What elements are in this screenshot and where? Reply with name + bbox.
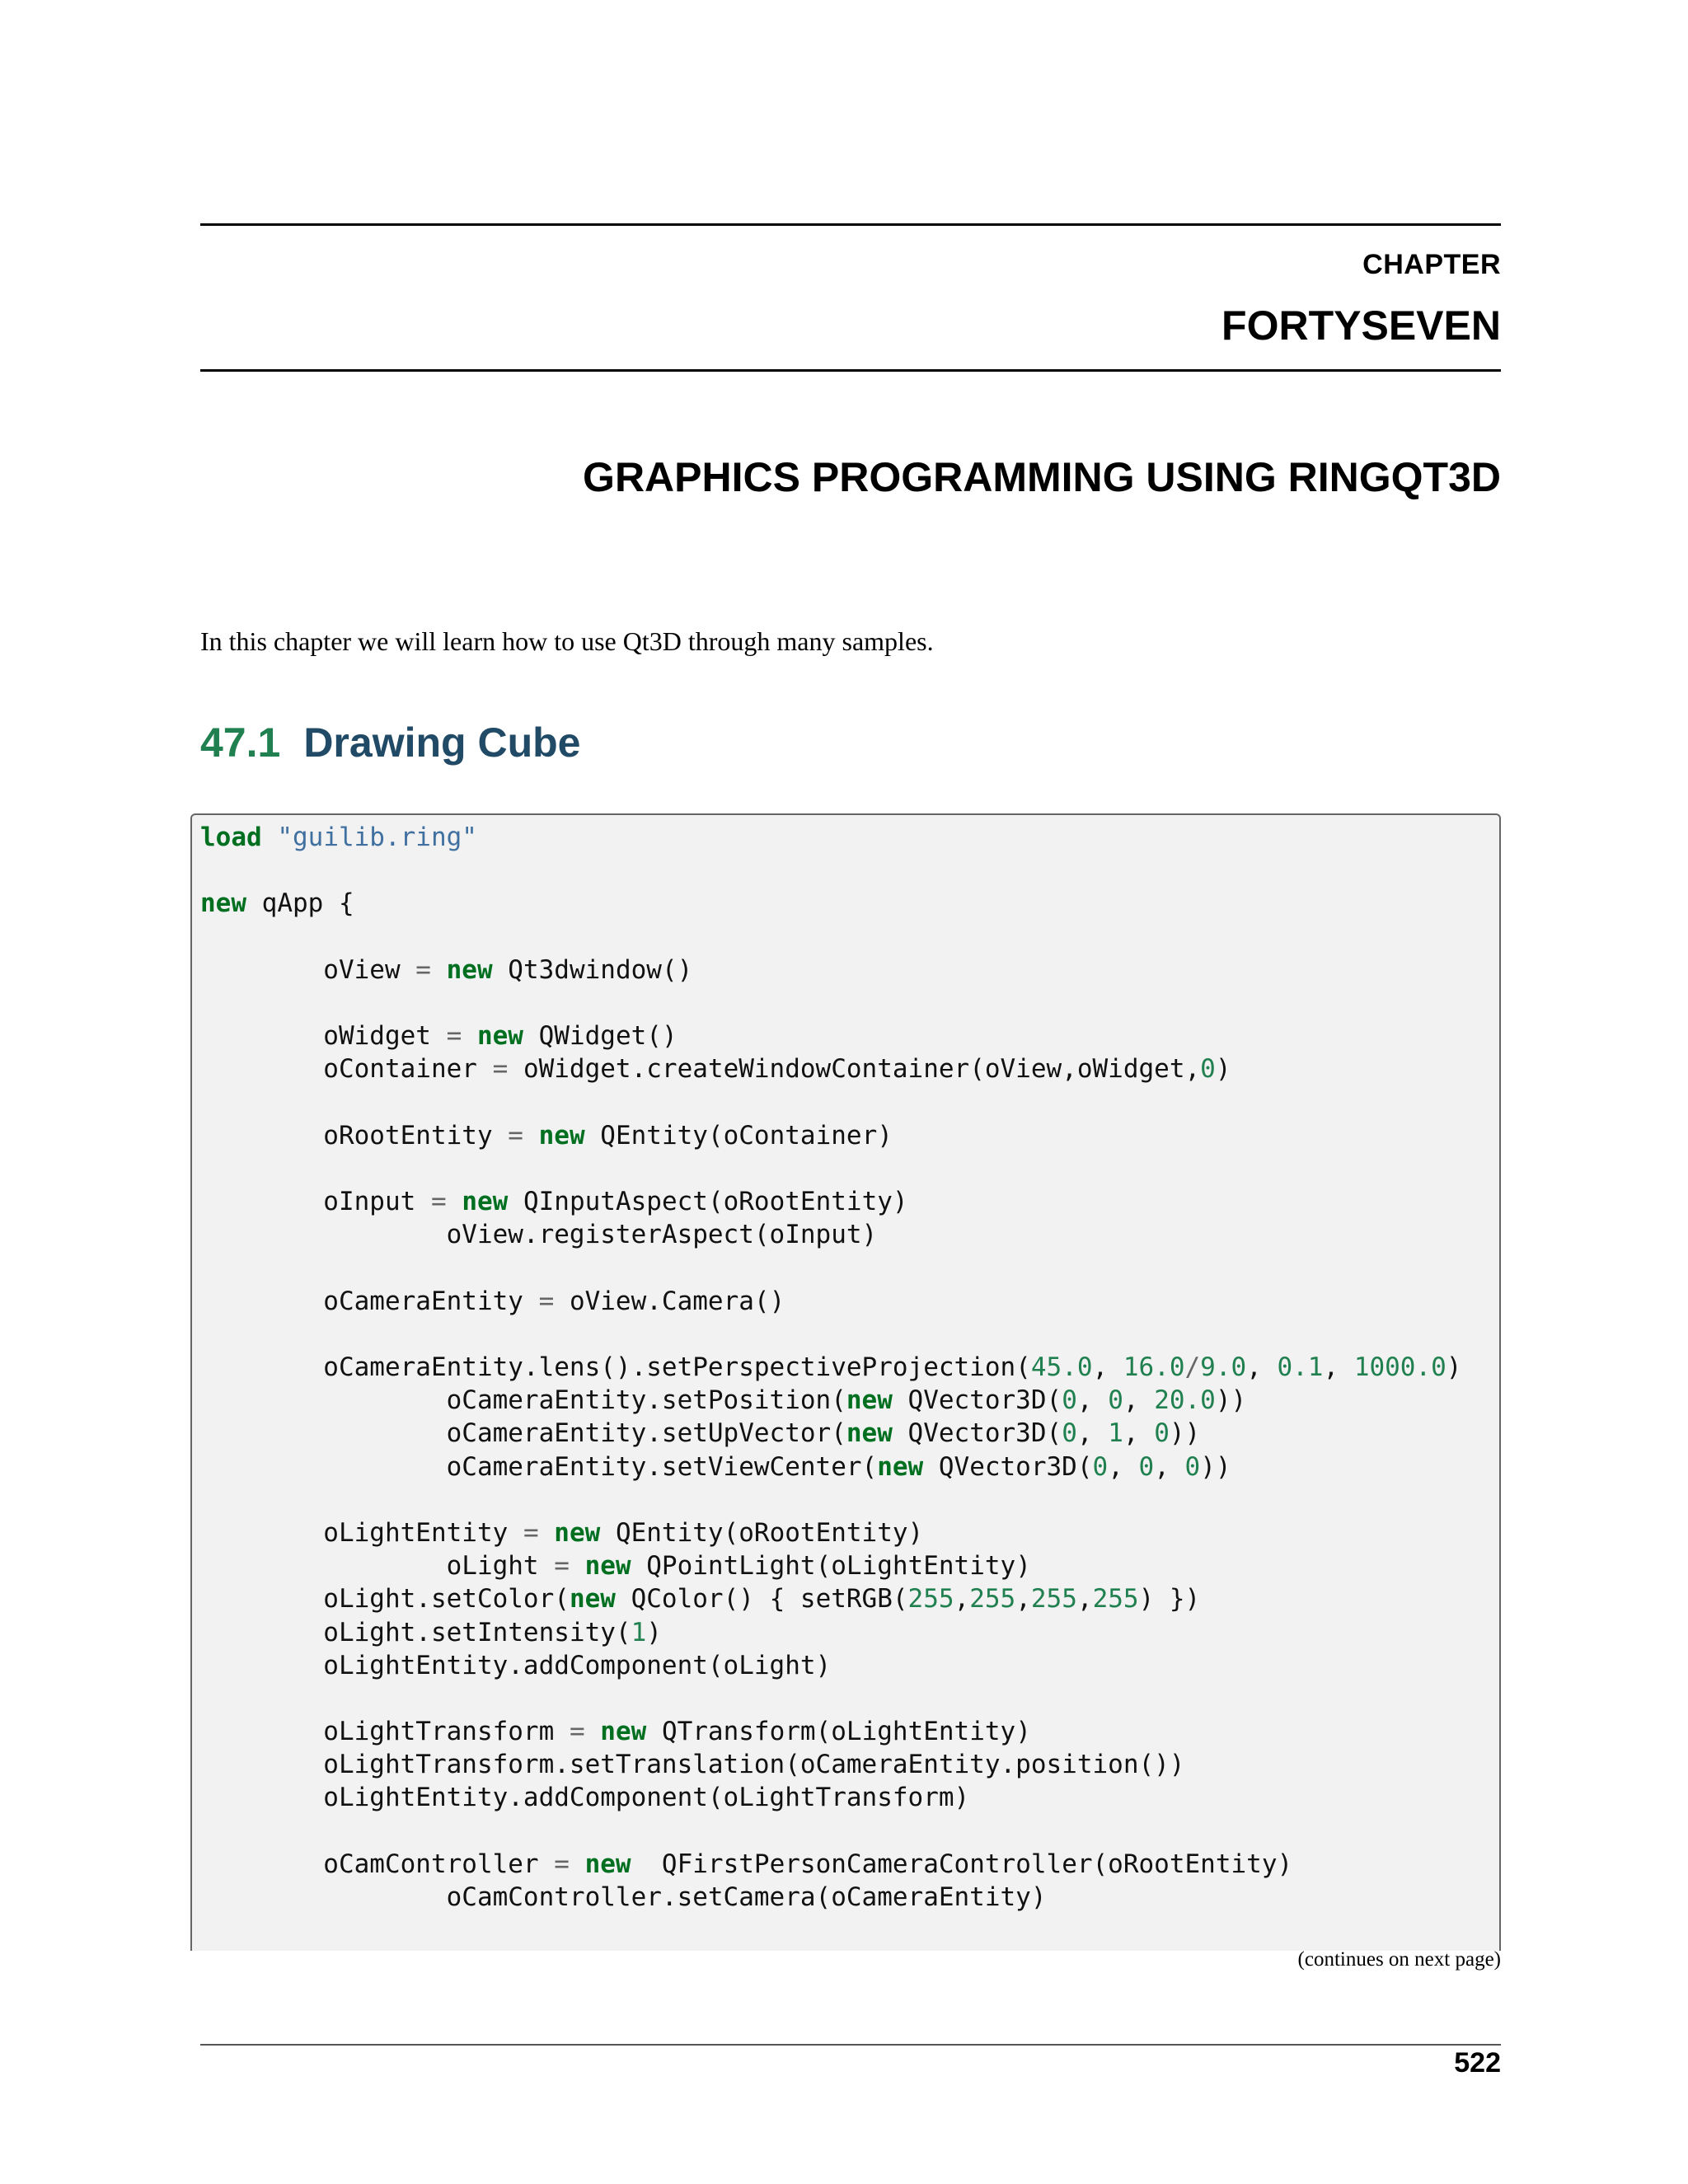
code-token: new: [569, 1584, 616, 1615]
code-token: oLight.setColor(: [200, 1584, 570, 1615]
code-token: QTransform(oLightEntity): [646, 1717, 1031, 1747]
code-token: ,: [1092, 1352, 1123, 1382]
code-token: qApp {: [246, 888, 354, 919]
code-token: oContainer: [200, 1054, 493, 1085]
code-token: 1: [1108, 1418, 1123, 1449]
code-token: new: [446, 954, 493, 985]
code-token: 20.0: [1154, 1385, 1216, 1416]
section-title: Drawing Cube: [303, 719, 581, 766]
code-line: [200, 1218, 1461, 1251]
code-token: new: [600, 1717, 647, 1747]
code-token: new: [200, 888, 246, 919]
code-line: [200, 1549, 1461, 1582]
code-token: QPointLight(oLightEntity): [631, 1551, 1031, 1582]
code-line: [200, 1881, 1461, 1914]
code-token: ) }): [1138, 1584, 1201, 1615]
code-token: ): [1446, 1352, 1462, 1382]
code-line: [200, 1351, 1461, 1384]
section-number: 47.1: [200, 719, 281, 766]
code-line: [200, 1318, 1461, 1351]
code-token: ,: [1076, 1584, 1093, 1615]
footer-rule: [200, 2044, 1501, 2046]
code-token: new: [538, 1120, 585, 1151]
code-token: new: [877, 1451, 924, 1482]
code-line: [200, 954, 1461, 987]
code-token: new: [584, 1849, 631, 1879]
code-line: [200, 1285, 1461, 1318]
code-token: QEntity(oContainer): [584, 1120, 893, 1151]
code-token: 45.0: [1030, 1352, 1093, 1382]
code-token: [447, 1187, 462, 1216]
code-token: QVector3D(: [923, 1451, 1093, 1482]
code-token: 0: [1062, 1385, 1077, 1416]
code-token: ,: [1123, 1418, 1155, 1449]
code-token: oCameraEntity.setUpVector(: [200, 1418, 846, 1449]
page-number: 522: [1454, 2047, 1501, 2079]
code-token: /: [1184, 1352, 1201, 1382]
code-token: oRootEntity: [200, 1120, 509, 1151]
code-line: [200, 1715, 1461, 1748]
code-token: =: [430, 1187, 447, 1217]
code-token: 0: [1154, 1418, 1170, 1449]
code-token: 255: [969, 1584, 1016, 1615]
code-line: [200, 1019, 1461, 1052]
code-token: ,: [1123, 1385, 1155, 1416]
code-token: 255: [1030, 1584, 1077, 1615]
code-token: oView: [200, 954, 416, 985]
code-token: oCamController.setCamera(oCameraEntity): [200, 1882, 1047, 1912]
code-token: oLightEntity: [200, 1517, 523, 1548]
code-token: oCameraEntity.setPosition(: [200, 1385, 846, 1416]
chapter-number: FORTYSEVEN: [1221, 302, 1501, 349]
chapter-bottom-rule: [200, 369, 1501, 372]
code-token: new: [462, 1187, 509, 1217]
code-token: [523, 1121, 539, 1151]
code-line: [200, 1649, 1461, 1682]
code-token: "guilib.ring": [277, 823, 477, 852]
code-token: [570, 1551, 585, 1581]
code-token: QVector3D(: [892, 1418, 1062, 1449]
code-token: oView.registerAspect(oInput): [200, 1220, 878, 1250]
code-token: oWidget: [200, 1021, 447, 1052]
chapter-title: GRAPHICS PROGRAMMING USING RINGQT3D: [583, 454, 1501, 500]
code-token: QWidget(): [523, 1021, 678, 1052]
code-line: [200, 1052, 1461, 1085]
code-token: oLight: [200, 1551, 555, 1582]
code-token: ,: [954, 1584, 970, 1615]
code-token: =: [554, 1551, 570, 1582]
code-token: oWidget.createWindowContainer(oView,oWidget,: [508, 1054, 1201, 1085]
code-token: QColor() { setRGB(: [615, 1584, 908, 1615]
code-line: [200, 1251, 1461, 1284]
code-token: 0: [1200, 1054, 1216, 1085]
code-token: =: [492, 1054, 509, 1085]
code-token: 0: [1138, 1451, 1155, 1482]
code-token: [585, 1717, 601, 1746]
code-token: new: [584, 1551, 631, 1582]
code-line: [200, 1848, 1461, 1881]
code-token: =: [415, 954, 431, 985]
code-token: new: [554, 1517, 601, 1548]
code-token: 0: [1108, 1385, 1123, 1416]
code-token: QVector3D(: [892, 1385, 1062, 1416]
code-line: [200, 854, 1461, 887]
code-token: oCamController: [200, 1849, 555, 1879]
code-token: 1: [631, 1617, 647, 1647]
code-block: [190, 813, 1501, 1951]
code-line: [200, 987, 1461, 1019]
code-line: [200, 887, 1461, 920]
code-token: 9.0: [1200, 1352, 1247, 1382]
chapter-top-rule: [200, 223, 1501, 226]
code-line: [200, 1417, 1461, 1450]
code-token: QEntity(oRootEntity): [600, 1517, 924, 1548]
code-token: ): [1215, 1054, 1231, 1085]
code-token: ): [646, 1617, 662, 1647]
code-token: ,: [1076, 1385, 1109, 1416]
code-token: QInputAspect(oRootEntity): [508, 1187, 908, 1217]
code-token: [570, 1849, 585, 1879]
code-token: new: [846, 1418, 893, 1449]
code-token: ,: [1108, 1451, 1139, 1482]
code-token: ,: [1076, 1418, 1109, 1449]
code-token: 0: [1062, 1418, 1077, 1449]
code-token: oCameraEntity: [200, 1286, 539, 1316]
code-token: =: [446, 1021, 462, 1052]
code-token: oLight.setIntensity(: [200, 1617, 631, 1647]
code-token: 0: [1184, 1451, 1201, 1482]
code-token: Qt3dwindow(): [492, 954, 693, 985]
code-token: 0: [1092, 1451, 1109, 1482]
code-token: )): [1200, 1451, 1231, 1482]
code-line: [200, 921, 1461, 954]
code-token: ,: [1323, 1352, 1354, 1382]
code-line: [200, 821, 1461, 854]
code-token: )): [1169, 1418, 1201, 1449]
code-token: [262, 823, 278, 852]
code-line: [200, 1748, 1461, 1781]
code-token: =: [523, 1517, 539, 1548]
code-line: [200, 1152, 1461, 1185]
code-token: ,: [1154, 1451, 1185, 1482]
code-token: 0.1: [1277, 1352, 1324, 1382]
code-line: [200, 1451, 1461, 1483]
code-token: oLightTransform.setTranslation(oCameraEntity.position()): [200, 1750, 1185, 1780]
code-token: =: [508, 1120, 523, 1151]
code-line: [200, 1384, 1461, 1417]
code-line: [200, 1185, 1461, 1218]
code-line: [200, 1119, 1461, 1152]
code-token: [431, 955, 447, 985]
code-token: [462, 1021, 477, 1051]
code-line: [200, 1781, 1461, 1814]
code-token: ,: [1015, 1584, 1031, 1615]
code-line: [200, 1682, 1461, 1715]
code-token: 255: [1092, 1584, 1139, 1615]
code-line: [200, 1815, 1461, 1848]
code-token: new: [476, 1021, 523, 1052]
section-heading: [200, 719, 580, 766]
code-token: new: [846, 1385, 893, 1416]
code-token: oLightTransform: [200, 1717, 570, 1747]
code-token: oCameraEntity.setViewCenter(: [200, 1451, 878, 1482]
code-line: [200, 1086, 1461, 1119]
code-listing: [200, 821, 1461, 1914]
code-line: [200, 1616, 1461, 1649]
code-token: [539, 1518, 555, 1548]
code-token: oCameraEntity.lens().setPerspectiveProjection(: [200, 1352, 1031, 1382]
code-token: =: [538, 1286, 555, 1316]
code-token: oLightEntity.addComponent(oLight): [200, 1650, 832, 1680]
continues-note: (continues on next page): [1297, 1948, 1501, 1971]
chapter-label: CHAPTER: [1362, 249, 1501, 280]
code-line: [200, 1516, 1461, 1549]
code-token: oLightEntity.addComponent(oLightTransform): [200, 1783, 970, 1813]
code-token: =: [569, 1717, 585, 1747]
code-token: load: [200, 823, 262, 852]
code-token: oInput: [200, 1187, 431, 1217]
code-line: [200, 1483, 1461, 1516]
code-token: QFirstPersonCameraController(oRootEntity): [631, 1849, 1293, 1879]
code-token: 16.0: [1123, 1352, 1185, 1382]
code-token: )): [1215, 1385, 1247, 1416]
code-token: 255: [907, 1584, 954, 1615]
code-token: 1000.0: [1353, 1352, 1447, 1382]
code-token: =: [554, 1849, 570, 1879]
code-token: oView.Camera(): [554, 1286, 785, 1316]
intro-paragraph: In this chapter we will learn how to use Qt3D through many samples.: [200, 626, 934, 656]
code-token: ,: [1246, 1352, 1278, 1382]
code-line: [200, 1582, 1461, 1615]
